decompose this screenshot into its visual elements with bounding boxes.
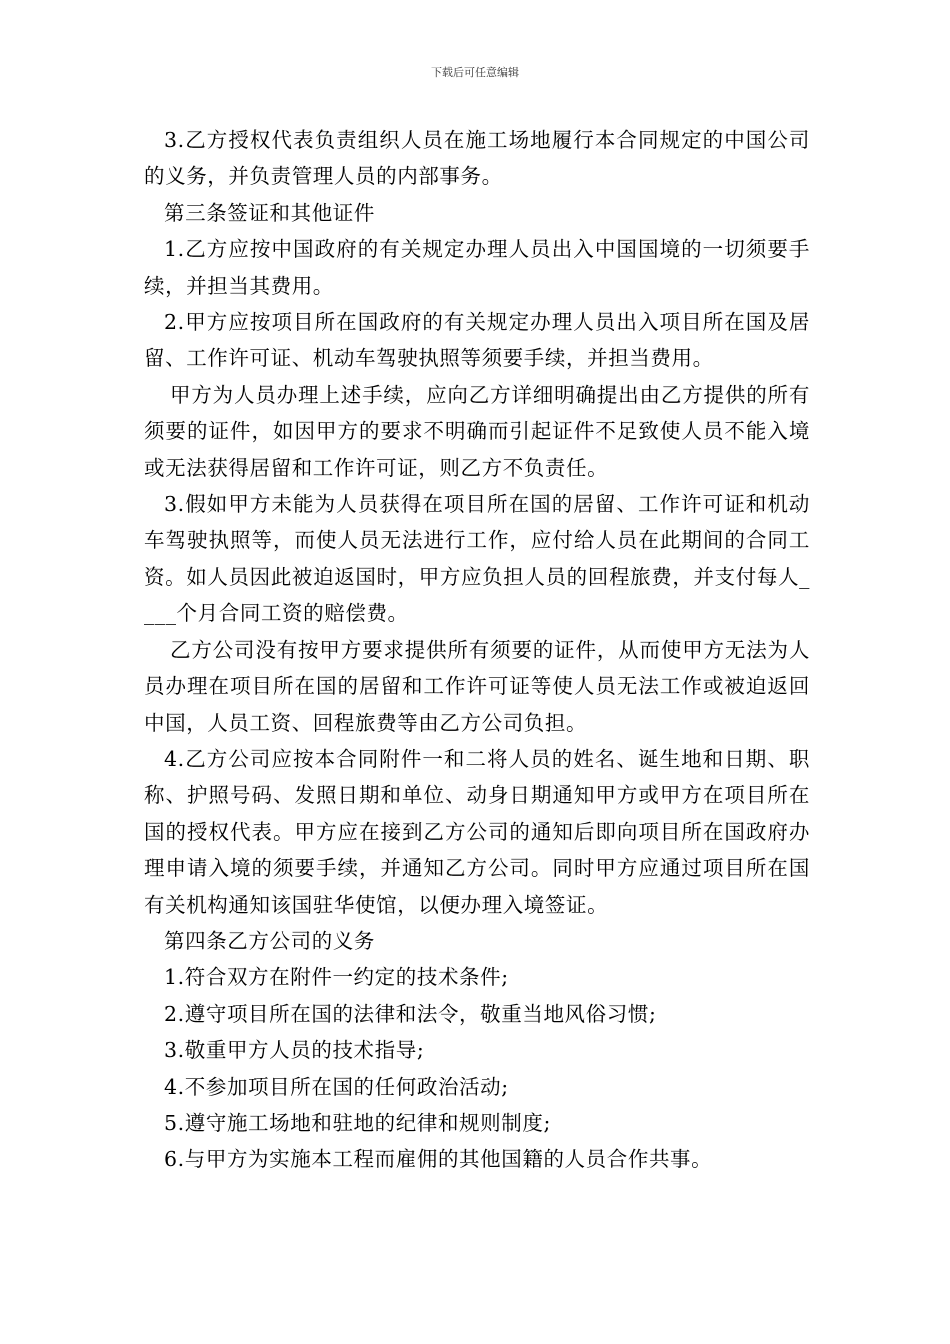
paragraph-clause-3-authorized-rep: 3.乙方授权代表负责组织人员在施工场地履行本合同规定的中国公司的义务，并负责管理人员的内部事务。	[144, 128, 810, 189]
section-heading-article-4: 第四条乙方公司的义务	[164, 928, 375, 953]
paragraph-article-3-item-2-note: 甲方为人员办理上述手续，应向乙方详细明确提出由乙方提供的所有须要的证件，如因甲方的要求不明确而引起证件不足致使人员不能入境或无法获得居留和工作许可证，则乙方不负责任。	[144, 382, 810, 480]
list-item-article-4-1: 1.符合双方在附件一约定的技术条件;	[164, 965, 509, 990]
paragraph-article-3-item-4: 4.乙方公司应按本合同附件一和二将人员的姓名、诞生地和日期、职称、护照号码、发照日期和单位、动身日期通知甲方或甲方在项目所在国的授权代表。甲方应在接到乙方公司的通知后即向项目所在国政府办理申请入境的须要手续，并通知乙方公司。同时甲方应通过项目所在国有关机构通知该国驻华使馆，以便办理入境签证。	[144, 746, 810, 917]
list-item-article-4-5: 5.遵守施工场地和驻地的纪律和规则制度;	[164, 1110, 551, 1135]
list-item-article-4-4: 4.不参加项目所在国的任何政治活动;	[164, 1074, 509, 1099]
paragraph-article-3-item-2: 2.甲方应按项目所在国政府的有关规定办理人员出入项目所在国及居留、工作许可证、机动车驾驶执照等须要手续，并担当费用。	[144, 310, 810, 371]
list-item-article-4-6: 6.与甲方为实施本工程而雇佣的其他国籍的人员合作共事。	[164, 1147, 713, 1172]
page-header: 下载后可任意编辑	[431, 66, 519, 79]
paragraph-article-3-item-3: 3.假如甲方未能为人员获得在项目所在国的居留、工作许可证和机动车驾驶执照等，而使人员无法进行工作，应付给人员在此期间的合同工资。如人员因此被迫返国时，甲方应负担人员的回程旅费，并支付每人____个月合同工资的赔偿费。	[144, 492, 810, 626]
document-body	[144, 122, 810, 1178]
paragraph-article-3-item-1: 1.乙方应按中国政府的有关规定办理人员出入中国国境的一切须要手续，并担当其费用。	[144, 237, 810, 298]
paragraph-article-3-item-3-note: 乙方公司没有按甲方要求提供所有须要的证件，从而使甲方无法为人员办理在项目所在国的居留和工作许可证等使人员无法工作或被迫返回中国，人员工资、回程旅费等由乙方公司负担。	[144, 637, 810, 735]
section-heading-article-3: 第三条签证和其他证件	[164, 200, 375, 225]
list-item-article-4-3: 3.敬重甲方人员的技术指导;	[164, 1038, 425, 1063]
list-item-article-4-2: 2.遵守项目所在国的法律和法令，敬重当地风俗习惯;	[164, 1001, 657, 1026]
